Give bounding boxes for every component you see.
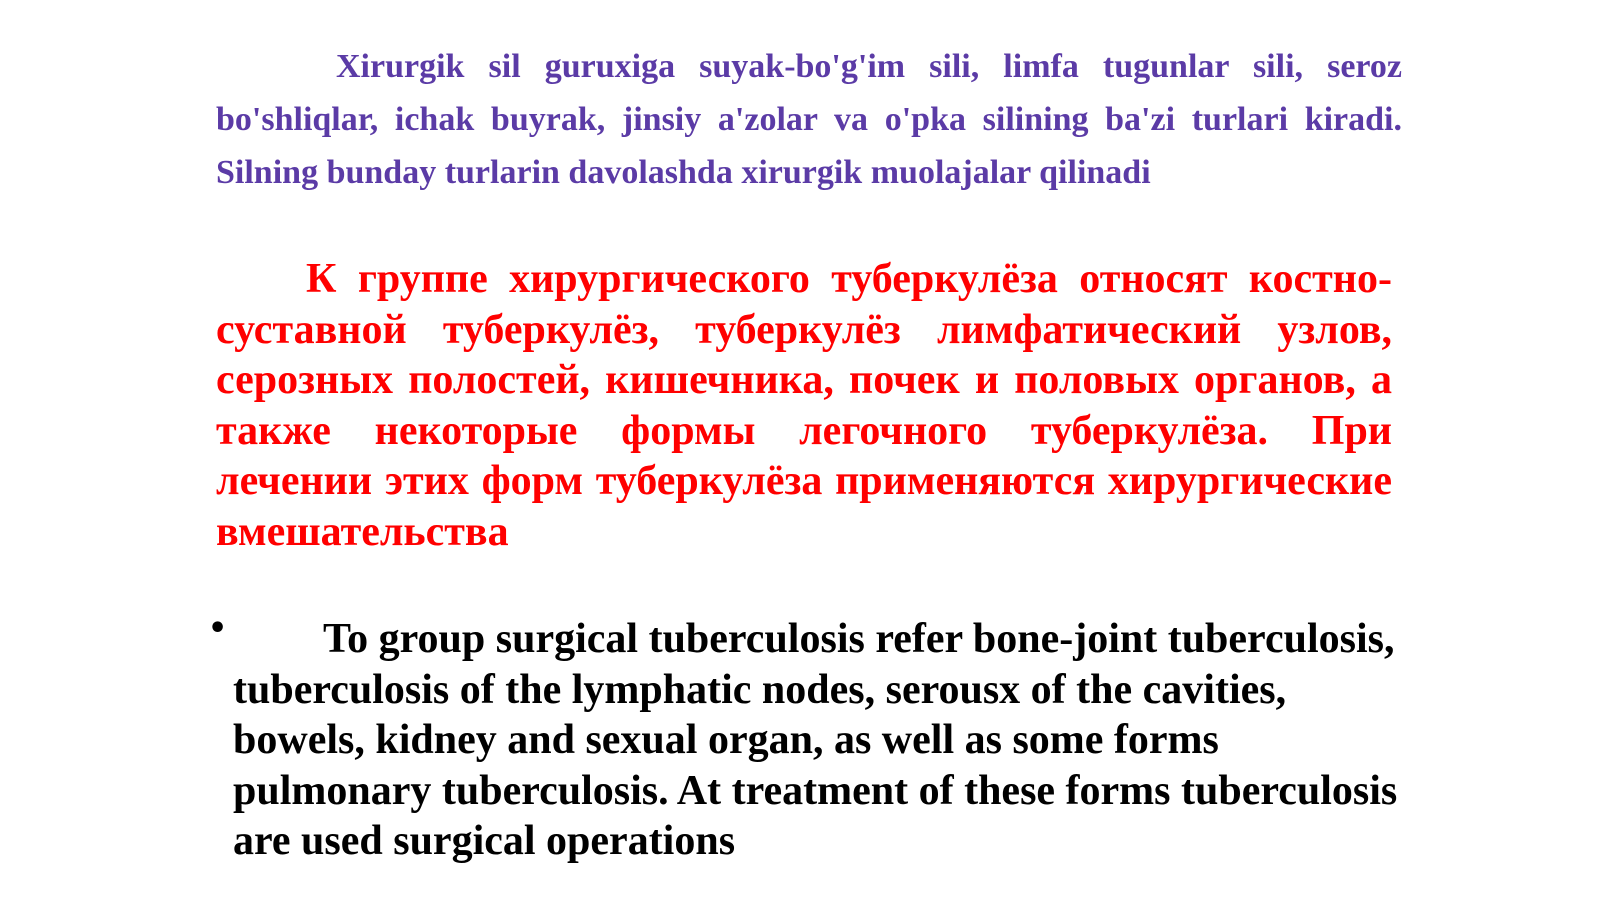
english-bullet-item [208,611,1398,867]
russian-paragraph: К группе хирургического туберкулёза относят костно-суставной туберкулёз, туберкулёз лимфатический узлов, серозных полостей, кишечника, почек и половых органов, а также некоторые формы легочного туберкулёза. При лечении этих форм туберкулёза применяются хирургические вмешательства [216,256,1392,555]
english-paragraph: To group surgical tuberculosis refer bone-joint tuberculosis, tuberculosis of the lymphatic nodes, serousx of the cavities, bowels, kidney and sexual organ, as well as some forms pulmonary tuberculosis. At treatment of these forms tuberculosis are used surgical operations [233,616,1398,864]
uzbek-paragraph: Xirurgik sil guruxiga suyak-bo'g'im sili, limfa tugunlar sili, seroz bo'shliqlar, ichak buyrak, jinsiy a'zolar va o'pka silining ba'zi turlari kiradi. Silning bunday turlarin davolashda xirurgik muolajalar qilinadi [216,48,1402,191]
bullet-marker: • [208,611,228,646]
